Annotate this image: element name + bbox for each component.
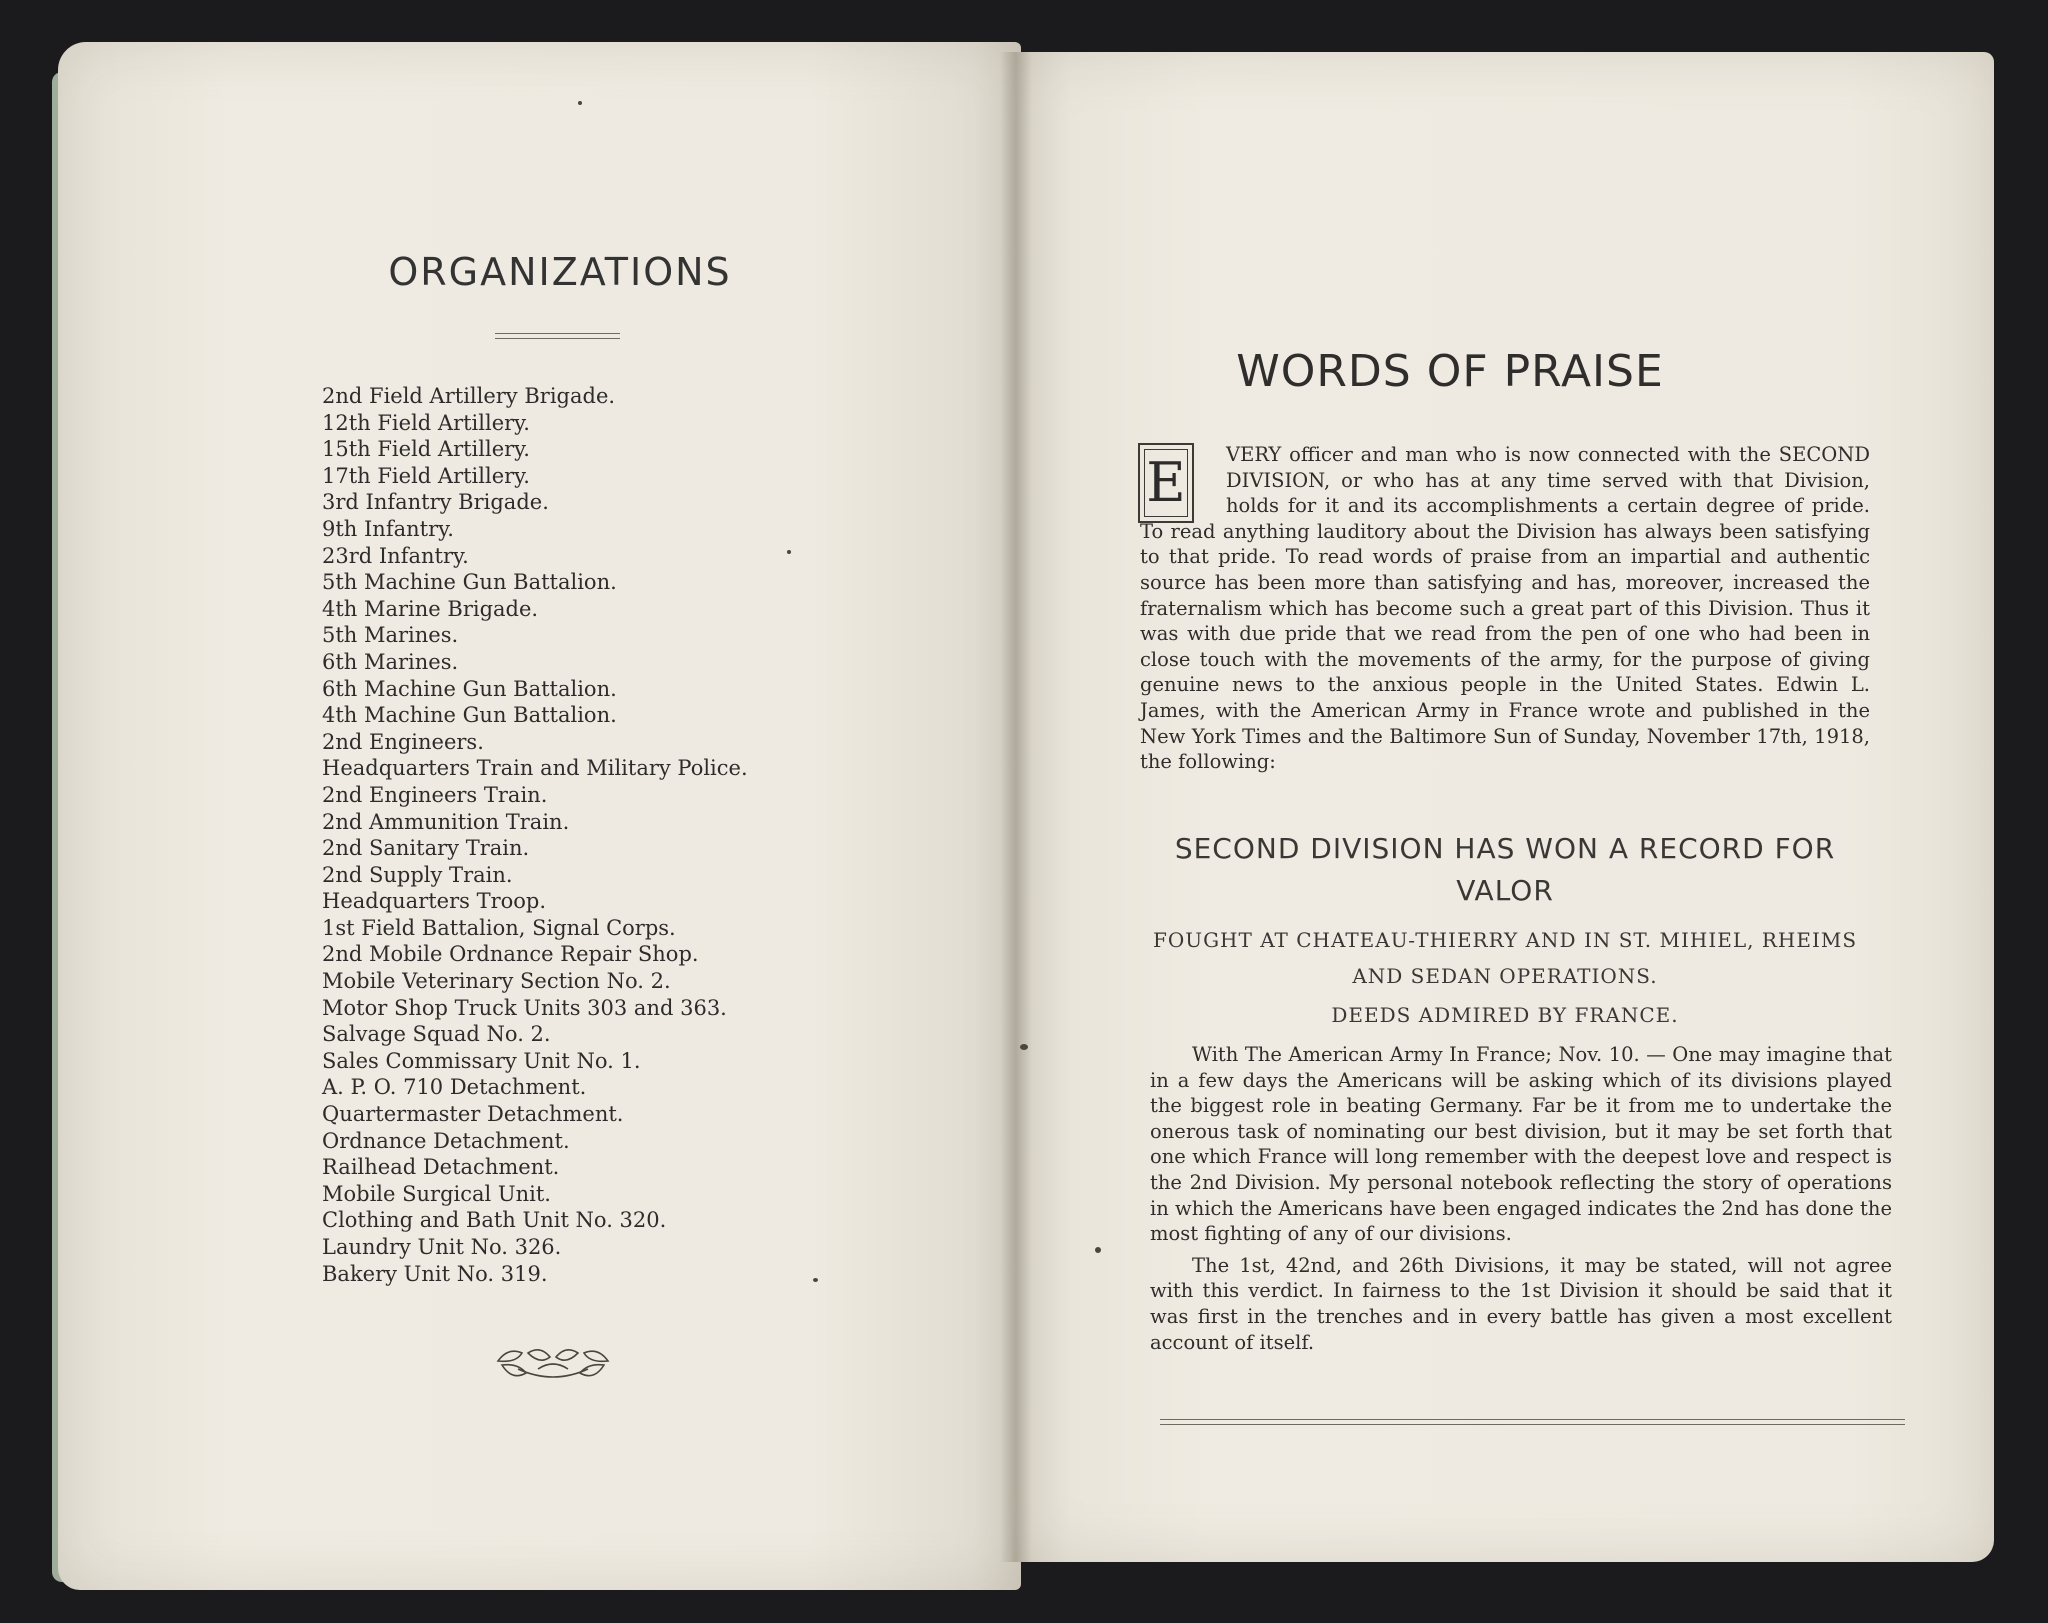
organization-item: 2nd Ammunition Train.: [322, 809, 570, 834]
organization-item: 1st Field Battalion, Signal Corps.: [322, 915, 676, 940]
words-of-praise-title: WORDS OF PRAISE: [1236, 346, 1664, 397]
organization-item: 23rd Infantry.: [322, 543, 469, 568]
paper-speck: [813, 1278, 818, 1282]
organization-item: 4th Marine Brigade.: [322, 596, 539, 621]
organization-item: 12th Field Artillery.: [322, 410, 530, 435]
paper-speck: [1095, 1247, 1101, 1253]
organization-item: 2nd Engineers Train.: [322, 782, 548, 807]
organization-item: 2nd Field Artillery Brigade.: [322, 384, 616, 408]
organization-item: Headquarters Troop.: [322, 889, 547, 914]
article-paragraph-2: The 1st, 42nd, and 26th Divisions, it may be stated, will not agree with this verdict. In fairness to the 1st Division it should be said that it was first in the trenches and in every battle has given a most excellent account of itself.: [1150, 1253, 1892, 1354]
organizations-list: [322, 383, 882, 1287]
drop-cap-letter: E: [1144, 449, 1188, 517]
title-divider: [495, 333, 620, 339]
organization-item: 2nd Mobile Ordnance Repair Shop.: [322, 942, 699, 967]
article-subheadline: FOUGHT AT CHATEAU-THIERRY AND IN ST. MIHIEL, RHEIMS AND SEDAN OPERATIONS.: [1152, 928, 1858, 988]
organization-item: 2nd Engineers.: [322, 729, 484, 754]
organization-item: Quartermaster Detachment.: [322, 1102, 624, 1127]
organization-item: Mobile Surgical Unit.: [322, 1181, 551, 1206]
organization-item: Bakery Unit No. 319.: [322, 1261, 548, 1286]
organization-item: Mobile Veterinary Section No. 2.: [322, 969, 671, 994]
organization-item: 9th Infantry.: [322, 516, 454, 541]
organization-item: Railhead Detachment.: [322, 1155, 560, 1180]
article-headline: SECOND DIVISION HAS WON A RECORD FOR VALOR: [1174, 832, 1836, 907]
organization-item: Clothing and Bath Unit No. 320.: [322, 1208, 667, 1233]
paper-speck: [1020, 1044, 1028, 1050]
organization-item: 15th Field Artillery.: [322, 437, 530, 462]
organization-item: Salvage Squad No. 2.: [322, 1022, 551, 1047]
organization-item: 6th Marines.: [322, 649, 459, 674]
article-subheadline-2: DEEDS ADMIRED BY FRANCE.: [1331, 1003, 1679, 1027]
organization-item: Ordnance Detachment.: [322, 1128, 570, 1153]
organization-item: 5th Marines.: [322, 623, 459, 648]
organization-item: Sales Commissary Unit No. 1.: [322, 1048, 641, 1073]
article-body: [1150, 1042, 1892, 1361]
organization-item: Headquarters Train and Military Police.: [322, 756, 748, 781]
intro-text: VERY officer and man who is now connected with the SECOND DIVISION, or who has at any time served with that Division, holds for it and its accomplishments a certain degree of pride. To read anything lauditory about the Division has always been satisfying to that pride. To read words of praise from an impartial and authentic source has been more than satisfying and has, moreover, increased the fraternalism which has become such a great part of this Division. Thus it was with due pride that we read from the pen of one who had been in close touch with the movements of the army, for the purpose of giving genuine news to the anxious people in the United States. Edwin L. James, with the American Army in France wrote and published in the New York Times and the Baltimore Sun of Sunday, November 17th, 1918, the following:: [1140, 443, 1870, 774]
organization-item: 2nd Sanitary Train.: [322, 836, 530, 861]
leaf-ornament-icon: [488, 1339, 618, 1387]
organization-item: 5th Machine Gun Battalion.: [322, 570, 617, 595]
intro-paragraph: [1140, 442, 1870, 775]
organization-item: Laundry Unit No. 326.: [322, 1235, 562, 1259]
organization-item: 17th Field Artillery.: [322, 463, 530, 488]
organization-item: 2nd Supply Train.: [322, 862, 513, 887]
organization-item: 4th Machine Gun Battalion.: [322, 703, 617, 728]
article-paragraph-1: With The American Army In France; Nov. 10. — One may imagine that in a few days the Americans will be asking which of its divisions played the biggest role in beating Germany. Far be it from me to undertake the onerous task of nominating our best division, but it may be set forth that one which France will long remember with the deepest love and respect is the 2nd Division. My personal notebook reflecting the story of operations in which the Americans have been engaged indicates the 2nd has done the most fighting of any of our divisions.: [1150, 1043, 1892, 1246]
bottom-divider: [1160, 1419, 1905, 1425]
organization-item: 6th Machine Gun Battalion.: [322, 676, 617, 701]
page-gutter: [1000, 52, 1032, 1562]
paper-speck: [787, 550, 791, 554]
organization-item: 3rd Infantry Brigade.: [322, 490, 549, 515]
organization-item: A. P. O. 710 Detachment.: [322, 1075, 587, 1100]
organizations-title: ORGANIZATIONS: [388, 250, 732, 294]
paper-speck: [578, 101, 582, 105]
organization-item: Motor Shop Truck Units 303 and 363.: [322, 995, 727, 1020]
